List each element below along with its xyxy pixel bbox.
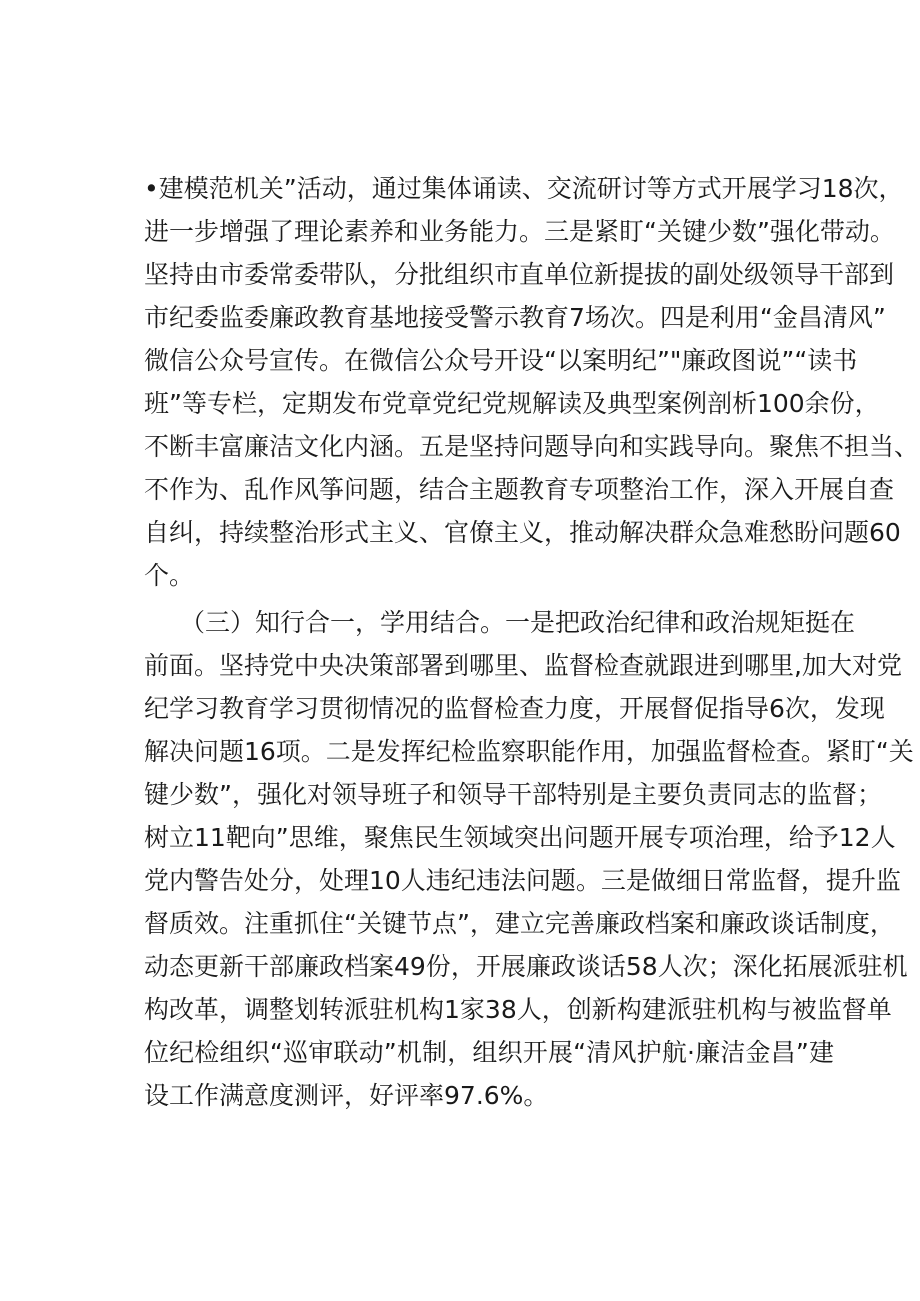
paragraph-1 — [144, 167, 920, 597]
text-line: 位纪检组织“巡审联动”机制，组织开展“清风护航·廉洁金昌”建 — [144, 1038, 834, 1067]
text-line: 键少数”，强化对领导班子和领导干部特别是主要负责同志的监督； — [144, 780, 882, 809]
text-line: 树立11靶向”思维，聚焦民生领域突出问题开展专项治理，给予12人 — [144, 823, 896, 852]
text-line: 个。 — [144, 561, 195, 590]
text-line: 微信公众号宣传。在微信公众号开设“以案明纪”"廉政图说”“读书 — [144, 346, 858, 375]
text-line: 党内警告处分，处理10人违纪违法问题。三是做细日常监督，提升监 — [144, 866, 901, 895]
text-line: 解决问题16项。二是发挥纪检监察职能作用，加强监督检查。紧盯“关 — [144, 737, 914, 766]
text-line: 进一步增强了理论素养和业务能力。三是紧盯“关键少数”强化带动。 — [144, 217, 895, 246]
text-line: 不断丰富廉洁文化内涵。五是坚持问题导向和实践导向。聚焦不担当、 — [144, 432, 920, 461]
text-line: •建模范机关”活动，通过集体诵读、交流研讨等方式开展学习18次， — [144, 174, 904, 203]
text-line: 班”等专栏，定期发布党章党纪党规解读及典型案例剖析100余份， — [144, 389, 880, 418]
text-line: 纪学习教育学习贯彻情况的监督检查力度，开展督促指导6次，发现 — [144, 694, 885, 723]
text-line: 前面。坚持党中央决策部署到哪里、监督检查就跟进到哪里,加大对党 — [144, 651, 902, 680]
text-line: 不作为、乱作风筝问题，结合主题教育专项整治工作，深入开展自查 — [144, 475, 895, 504]
text-line: 市纪委监委廉政教育基地接受警示教育7场次。四是利用“金昌清风” — [144, 303, 886, 332]
text-line: 设工作满意度测评，好评率97.6%。 — [144, 1081, 549, 1110]
text-line: 构改革，调整划转派驻机构1家38人，创新构建派驻机构与被监督单 — [144, 995, 892, 1024]
text-line: 坚持由市委常委带队，分批组织市直单位新提拔的副处级领导干部到 — [144, 260, 895, 289]
paragraph-2 — [144, 601, 914, 1117]
text-line: 督质效。注重抓住“关键节点”，建立完善廉政档案和廉政谈话制度， — [144, 909, 895, 938]
section-heading-line: （三）知行合一，学用结合。一是把政治纪律和政治规矩挺在 — [180, 608, 856, 637]
text-line: 自纠，持续整治形式主义、官僚主义，推动解决群众急难愁盼问题60 — [144, 518, 901, 547]
text-line: 动态更新干部廉政档案49份，开展廉政谈话58人次；深化拓展派驻机 — [144, 952, 908, 981]
